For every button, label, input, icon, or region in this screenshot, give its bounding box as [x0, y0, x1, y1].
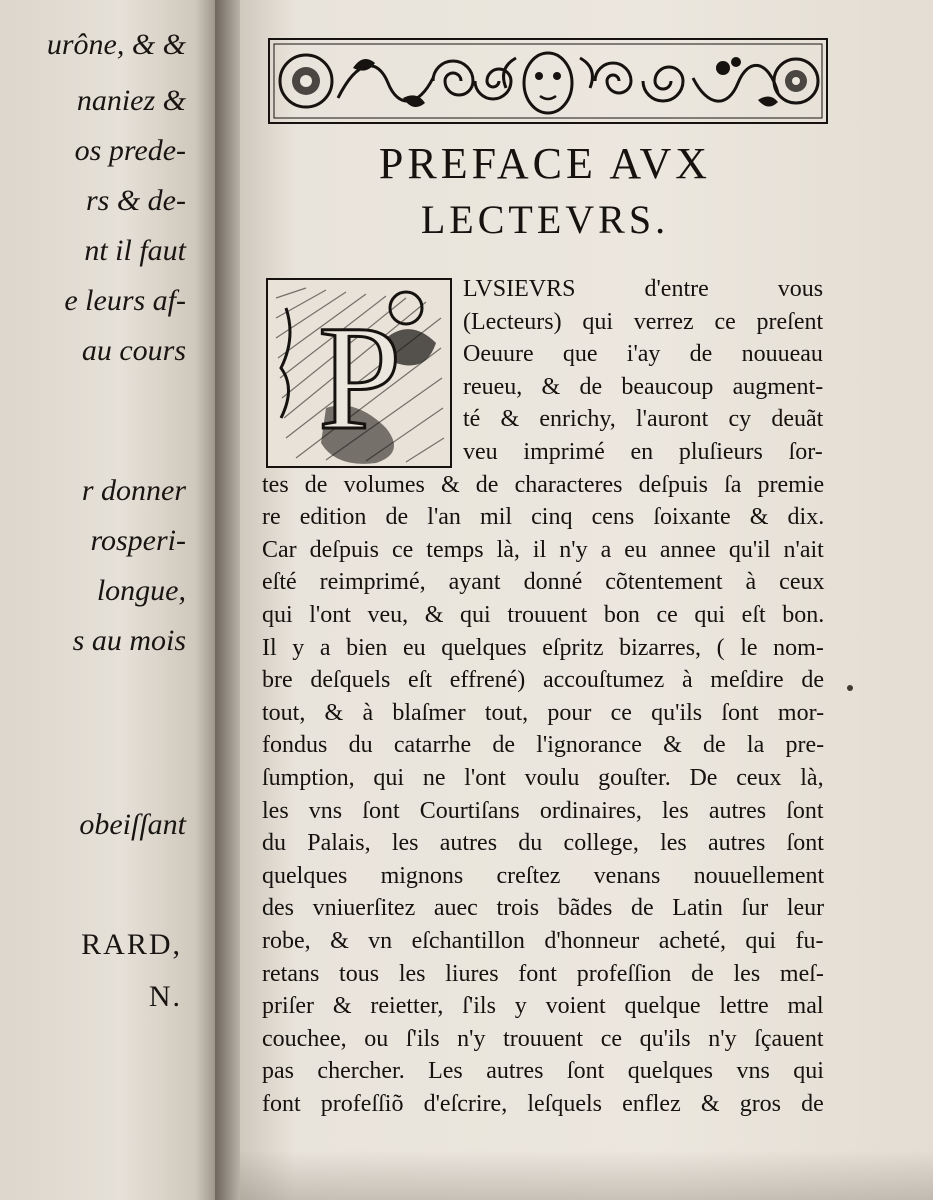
left-page-line: longue,	[96, 574, 186, 607]
left-page-line: naniez &	[76, 84, 186, 117]
preface-line: LVSIEVRS d'entre vous	[463, 276, 824, 302]
preface-line: priſer & reietter, ſ'ils y voient quelque lettre mal	[262, 993, 824, 1019]
preface-line: Il y a bien eu quelques eſpritz bizarres, ( le nom-	[262, 635, 824, 661]
preface-line: robe, & vn eſchantillon d'honneur acheté, qui fu-	[262, 928, 824, 954]
preface-line: reueu, & de beaucoup augment-	[463, 374, 824, 400]
preface-line: les vns ſont Courtiſans ordinaires, les autres ſont	[262, 798, 824, 824]
historiated-drop-cap	[266, 278, 452, 468]
left-page	[0, 0, 222, 1200]
preface-title-line-2: LECTEVRS.	[420, 197, 670, 242]
drop-cap-letter: P	[318, 295, 402, 461]
preface-line: couchee, ou ſ'ils n'y trouuent ce qu'ils n'y ſçauent	[262, 1026, 824, 1052]
left-page-line: urône, & &	[46, 28, 186, 61]
preface-line: quelques mignons creſtez venans nouuellement	[262, 863, 825, 889]
left-page-line: r donner	[81, 474, 186, 507]
preface-line: du Palais, les autres du college, les autres ſont	[262, 830, 824, 856]
preface-line: tes de volumes & de characteres deſpuis ſa premie	[262, 472, 825, 498]
preface-line: font profeſſiõ d'eſcrire, leſquels enflez & gros de	[262, 1091, 824, 1117]
preface-title-line-1: PREFACE AVX	[378, 139, 712, 188]
left-page-line: au cours	[81, 334, 186, 367]
page-bottom-shadow	[240, 1150, 933, 1200]
preface-line: Car deſpuis ce temps là, il n'y a eu annee qu'il n'ait	[262, 537, 824, 563]
preface-line: ſumption, qui ne l'ont voulu gouſter. De ceux là,	[262, 765, 824, 791]
preface-line: pas chercher. Les autres ſont quelques vns qui	[262, 1058, 824, 1084]
left-page-line: s au mois	[72, 624, 186, 657]
left-page-line: e leurs af-	[64, 284, 186, 317]
preface-line: bre deſquels eſt effrené) accouſtumez à meſdire de	[262, 667, 824, 693]
left-page-line: rs & de-	[86, 184, 186, 217]
preface-line: fondus du catarrhe de l'ignorance & de la pre-	[262, 732, 825, 758]
preface-line: des vniuerſitez auec trois bãdes de Latin ſur leur	[262, 895, 825, 921]
left-page-line: obeiſſant	[79, 808, 186, 841]
preface-line: Oeuure que i'ay de nouueau	[463, 341, 823, 367]
left-page-signature-line: N.	[148, 980, 182, 1013]
preface-line: re edition de l'an mil cinq cens ſoixante & dix.	[262, 504, 825, 530]
left-page-signature-line: RARD,	[81, 928, 182, 961]
preface-line: tout, & à blaſmer tout, pour ce qu'ils ſont mor-	[262, 700, 825, 726]
headpiece-ornament	[268, 38, 828, 124]
preface-line: qui l'ont veu, & qui trouuent bon ce qui eſt bon.	[262, 602, 825, 628]
preface-line: té & enrichy, l'auront cy deuãt	[463, 406, 824, 432]
preface-line: retans tous les liures font profeſſion de les meſ-	[262, 961, 824, 987]
left-page-line: nt il faut	[84, 234, 186, 267]
left-page-line: os prede-	[74, 134, 186, 167]
left-page-line: rosperi-	[90, 524, 186, 557]
margin-dot	[847, 685, 853, 691]
preface-line: veu imprimé en pluſieurs ſor-	[463, 439, 823, 465]
preface-line: eſté reimprimé, ayant donné cõtentement à ceux	[262, 569, 825, 595]
preface-line: (Lecteurs) qui verrez ce preſent	[463, 309, 824, 335]
